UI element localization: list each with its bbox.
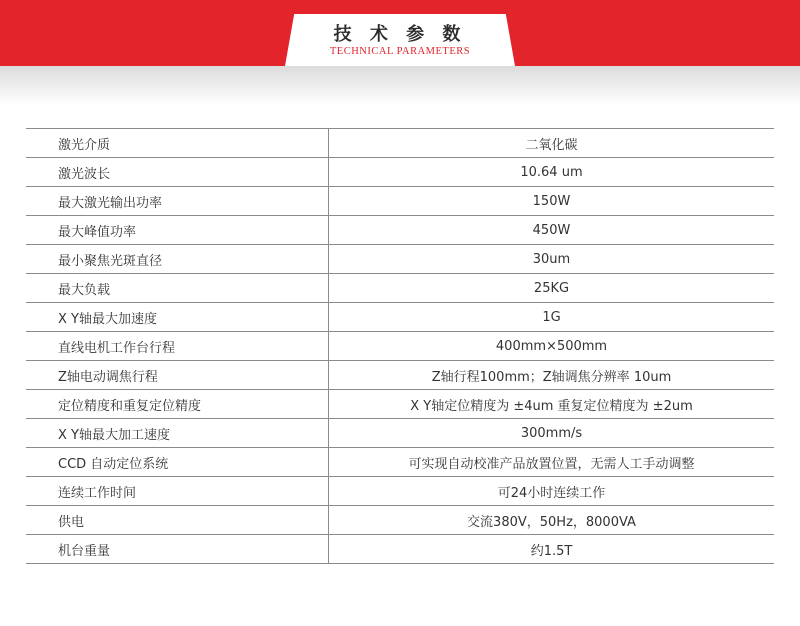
parameter-label: X Y轴最大加工速度 (26, 419, 329, 448)
parameter-value: 二氧化碳 (329, 129, 775, 158)
parameter-label: 最小聚焦光斑直径 (26, 245, 329, 274)
parameter-value: 150W (329, 187, 775, 216)
parameter-label: 激光介质 (26, 129, 329, 158)
parameter-value: 30um (329, 245, 775, 274)
parameter-value: 1G (329, 303, 775, 332)
parameter-label: CCD 自动定位系统 (26, 448, 329, 477)
table-row (26, 216, 774, 245)
table-row (26, 303, 774, 332)
table-row (26, 158, 774, 187)
table-row (26, 419, 774, 448)
parameter-value: 约1.5T (329, 535, 775, 564)
parameter-label: 激光波长 (26, 158, 329, 187)
parameter-label: 供电 (26, 506, 329, 535)
parameter-label: 最大激光输出功率 (26, 187, 329, 216)
table-row (26, 129, 774, 158)
parameter-value: 可实现自动校准产品放置位置，无需人工手动调整 (329, 448, 775, 477)
table-row (26, 187, 774, 216)
parameter-value: 可24小时连续工作 (329, 477, 775, 506)
parameter-label: X Y轴最大加速度 (26, 303, 329, 332)
table-row (26, 535, 774, 564)
parameter-label: 直线电机工作台行程 (26, 332, 329, 361)
table-row (26, 245, 774, 274)
page-title: 技 术 参 数 (333, 24, 467, 45)
parameter-label: 连续工作时间 (26, 477, 329, 506)
parameter-value: 400mm×500mm (329, 332, 775, 361)
header-shadow (0, 66, 800, 106)
table-row (26, 390, 774, 419)
table-row (26, 332, 774, 361)
parameter-label: 最大峰值功率 (26, 216, 329, 245)
page-subtitle: TECHNICAL PARAMETERS (329, 46, 471, 57)
table-row (26, 274, 774, 303)
table-row (26, 506, 774, 535)
parameter-label: 定位精度和重复定位精度 (26, 390, 329, 419)
parameter-label: Z轴电动调焦行程 (26, 361, 329, 390)
parameter-value: 10.64 um (329, 158, 775, 187)
table-row (26, 361, 774, 390)
parameter-value: Z轴行程100mm；Z轴调焦分辨率 10um (329, 361, 775, 390)
parameter-value: X Y轴定位精度为 ±4um 重复定位精度为 ±2um (329, 390, 775, 419)
parameter-value: 25KG (329, 274, 775, 303)
table-row (26, 477, 774, 506)
parameter-value: 450W (329, 216, 775, 245)
parameters-table (26, 128, 774, 564)
parameter-value: 300mm/s (329, 419, 775, 448)
parameter-label: 机台重量 (26, 535, 329, 564)
parameter-value: 交流380V，50Hz，8000VA (329, 506, 775, 535)
table-row (26, 448, 774, 477)
parameter-label: 最大负载 (26, 274, 329, 303)
